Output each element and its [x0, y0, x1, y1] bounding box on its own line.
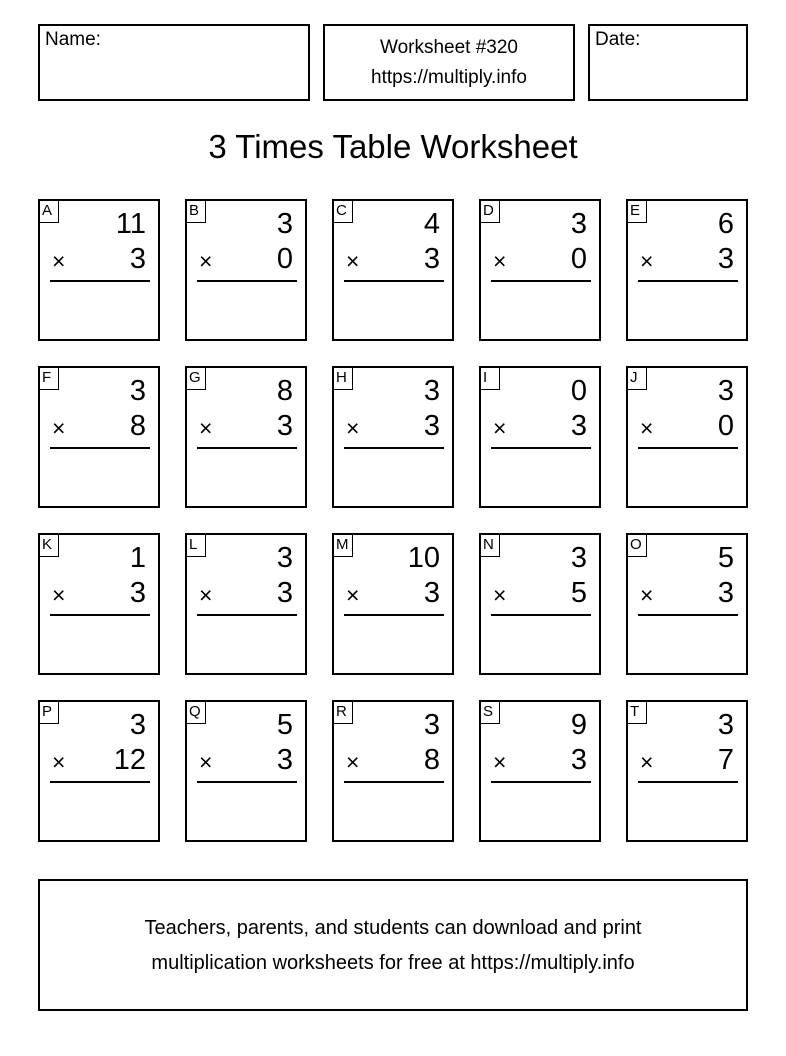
problem-letter: H: [334, 368, 353, 390]
footer-line-2: multiplication worksheets for free at https://multiply.info: [151, 952, 635, 974]
times-sign: ×: [640, 415, 654, 441]
problem-card: [38, 199, 160, 341]
page-title: 3 Times Table Worksheet: [208, 128, 578, 165]
problem-letter: K: [40, 535, 59, 557]
problem-letter: R: [334, 702, 353, 724]
problem-card: [479, 700, 601, 842]
answer-line: [344, 447, 444, 449]
answer-line: [491, 447, 591, 449]
multiplier: 0: [570, 243, 587, 275]
problem-letter: P: [40, 702, 59, 724]
worksheet-info-box: [323, 24, 575, 101]
answer-area[interactable]: [50, 285, 150, 335]
answer-area[interactable]: [638, 786, 738, 836]
answer-area[interactable]: [491, 786, 591, 836]
multiplier: 12: [113, 744, 146, 776]
times-sign: ×: [52, 248, 66, 274]
multiplier: 0: [717, 410, 734, 442]
answer-area[interactable]: [638, 452, 738, 502]
problem-letter: B: [187, 201, 206, 223]
problem-card: [479, 366, 601, 508]
multiplier: 7: [717, 744, 734, 776]
times-sign: ×: [346, 415, 360, 441]
multiplicand: 3: [570, 208, 587, 240]
worksheet-url[interactable]: https://multiply.info: [371, 67, 527, 88]
answer-line: [638, 781, 738, 783]
problem-card: [332, 533, 454, 675]
problem-letter: L: [187, 535, 206, 557]
multiplier: 3: [423, 577, 440, 609]
problem-letter: M: [334, 535, 353, 557]
multiplier: 0: [276, 243, 293, 275]
problem-letter: S: [481, 702, 500, 724]
answer-area[interactable]: [638, 285, 738, 335]
multiplicand: 3: [717, 709, 734, 741]
multiplicand: 3: [570, 542, 587, 574]
problem-letter: C: [334, 201, 353, 223]
multiplier: 3: [570, 410, 587, 442]
answer-line: [491, 280, 591, 282]
times-sign: ×: [493, 415, 507, 441]
answer-line: [50, 781, 150, 783]
problem-card: [185, 199, 307, 341]
problem-card: [38, 366, 160, 508]
answer-area[interactable]: [491, 285, 591, 335]
date-label: Date:: [595, 29, 641, 50]
answer-area[interactable]: [50, 619, 150, 669]
times-sign: ×: [640, 582, 654, 608]
times-sign: ×: [199, 749, 213, 775]
problem-letter: D: [481, 201, 500, 223]
times-sign: ×: [346, 248, 360, 274]
answer-line: [50, 614, 150, 616]
name-label: Name:: [45, 29, 101, 50]
multiplicand: 3: [129, 375, 146, 407]
multiplicand: 11: [115, 208, 146, 240]
answer-line: [197, 781, 297, 783]
multiplicand: 9: [570, 709, 587, 741]
problem-card: [479, 533, 601, 675]
multiplier: 3: [423, 243, 440, 275]
problem-card: [626, 700, 748, 842]
problem-card: [626, 533, 748, 675]
problem-card: [479, 199, 601, 341]
answer-line: [197, 280, 297, 282]
times-sign: ×: [52, 582, 66, 608]
answer-area[interactable]: [638, 619, 738, 669]
multiplier: 8: [423, 744, 440, 776]
answer-line: [638, 447, 738, 449]
problem-grid: [38, 199, 748, 842]
problem-card: [626, 366, 748, 508]
times-sign: ×: [493, 582, 507, 608]
multiplicand: 6: [717, 208, 734, 240]
answer-line: [50, 447, 150, 449]
answer-area[interactable]: [197, 619, 297, 669]
multiplier: 3: [717, 243, 734, 275]
answer-area[interactable]: [50, 786, 150, 836]
problem-letter: J: [628, 368, 647, 390]
problem-letter: E: [628, 201, 647, 223]
problem-card: [626, 199, 748, 341]
multiplicand: 5: [276, 709, 293, 741]
multiplicand: 3: [276, 208, 293, 240]
times-sign: ×: [52, 749, 66, 775]
multiplicand: 1: [129, 542, 146, 574]
multiplicand: 0: [570, 375, 587, 407]
multiplicand: 3: [717, 375, 734, 407]
problem-letter: T: [628, 702, 647, 724]
answer-line: [638, 614, 738, 616]
multiplier: 3: [423, 410, 440, 442]
problem-card: [185, 700, 307, 842]
footer-line-1: Teachers, parents, and students can download and print: [144, 917, 642, 939]
answer-area[interactable]: [344, 285, 444, 335]
times-sign: ×: [493, 248, 507, 274]
multiplier: 3: [129, 243, 146, 275]
problem-letter: F: [40, 368, 59, 390]
answer-area[interactable]: [197, 285, 297, 335]
answer-area[interactable]: [491, 452, 591, 502]
problem-letter: G: [187, 368, 206, 390]
answer-line: [491, 614, 591, 616]
problem-card: [38, 700, 160, 842]
answer-line: [50, 280, 150, 282]
multiplicand: 3: [423, 375, 440, 407]
answer-area[interactable]: [197, 786, 297, 836]
problem-card: [332, 366, 454, 508]
answer-line: [344, 614, 444, 616]
multiplier: 8: [129, 410, 146, 442]
answer-area[interactable]: [197, 452, 297, 502]
problem-letter: N: [481, 535, 500, 557]
problem-card: [185, 533, 307, 675]
answer-area[interactable]: [344, 619, 444, 669]
times-sign: ×: [640, 248, 654, 274]
times-sign: ×: [640, 749, 654, 775]
multiplicand: 3: [129, 709, 146, 741]
multiplicand: 3: [276, 542, 293, 574]
multiplier: 3: [129, 577, 146, 609]
problem-letter: I: [481, 368, 500, 390]
times-sign: ×: [52, 415, 66, 441]
name-field[interactable]: [38, 24, 310, 101]
answer-line: [638, 280, 738, 282]
problem-card: [332, 199, 454, 341]
problem-letter: Q: [187, 702, 206, 724]
answer-area[interactable]: [491, 619, 591, 669]
times-sign: ×: [493, 749, 507, 775]
multiplier: 3: [570, 744, 587, 776]
times-sign: ×: [346, 749, 360, 775]
answer-line: [197, 614, 297, 616]
worksheet-number: Worksheet #320: [379, 37, 518, 58]
times-sign: ×: [199, 415, 213, 441]
answer-line: [197, 447, 297, 449]
multiplicand: 8: [276, 375, 293, 407]
times-sign: ×: [199, 582, 213, 608]
footer-box: [38, 879, 748, 1011]
multiplier: 3: [276, 577, 293, 609]
multiplicand: 10: [407, 542, 440, 574]
multiplier: 3: [276, 410, 293, 442]
times-sign: ×: [199, 248, 213, 274]
multiplier: 5: [570, 577, 587, 609]
answer-line: [344, 781, 444, 783]
multiplier: 3: [717, 577, 734, 609]
date-field[interactable]: [588, 24, 748, 101]
problem-card: [332, 700, 454, 842]
problem-letter: A: [40, 201, 59, 223]
times-sign: ×: [346, 582, 360, 608]
multiplicand: 3: [423, 709, 440, 741]
multiplier: 3: [276, 744, 293, 776]
problem-card: [38, 533, 160, 675]
answer-line: [344, 280, 444, 282]
problem-letter: O: [628, 535, 647, 557]
answer-area[interactable]: [344, 786, 444, 836]
multiplicand: 4: [423, 208, 440, 240]
answer-line: [491, 781, 591, 783]
answer-area[interactable]: [344, 452, 444, 502]
multiplicand: 5: [717, 542, 734, 574]
answer-area[interactable]: [50, 452, 150, 502]
problem-card: [185, 366, 307, 508]
